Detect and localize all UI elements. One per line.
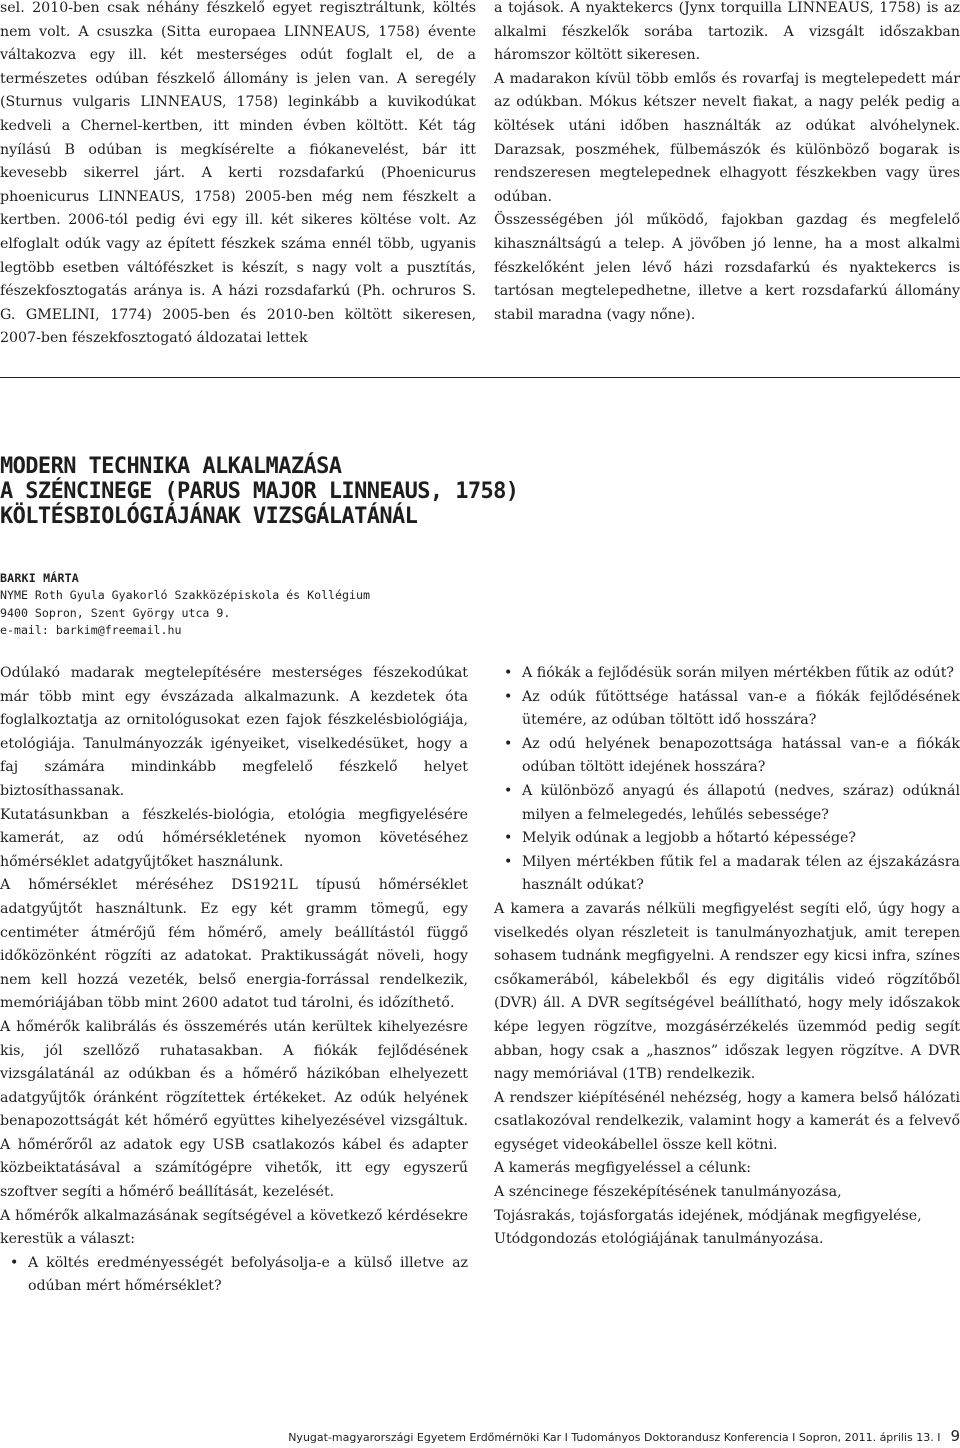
body-paragraph: Tojásrakás, tojásforgatás idejének, módjának megfigyelése,	[494, 1207, 922, 1224]
article-title	[0, 454, 700, 529]
body-paragraph: A kamera a zavarás nélküli megfigyelést segíti elő, úgy hogy a viselkedés olyan részleteit is tanulmányozhatjuk, amit terepen sohasem tudnánk megfigyelni. A rendszer egy kicsi infra, színes csőkamerából, kábelekből és egy digitális videó rögzítőből (DVR) áll. A DVR segítségével beállítható, hogy mely időszakok képe legyen rögzítve, mozgásérzékelés üzemmód pedig segít abban, hogy csak a „hasznos” időszak legyen rögzítve. A DVR nagy memóriával (1TB) rendelkezik.	[494, 900, 960, 1083]
section-divider	[0, 377, 960, 378]
body-paragraph: Összességében jól működő, fajokban gazdag és megfelelő kihasználtságú a telep. A jövőben jó lenne, ha a most alkalmi fészkelőként jelen lévő házi rozsdafarkú és nyaktekercs is tartósan megtelepedhetne, illetve a kert rozsdafarkú állomány stabil maradna (vagy nőne).	[494, 212, 960, 323]
list-item	[494, 780, 960, 827]
top-right-column	[494, 0, 960, 327]
list-item-text: A fiókák a fejlődésük során milyen mértékben fűtik az odút?	[522, 665, 955, 681]
list-item	[494, 686, 960, 733]
bullet-icon: •	[504, 830, 513, 847]
list-item-text: Az odú helyének benapozottsága hatással van-e a fiókák odúban töltött idejének hosszára?	[522, 735, 960, 776]
body-paragraph: Utódgondozás etológiájának tanulmányozása.	[494, 1231, 824, 1248]
author-block	[0, 570, 600, 640]
article-title-line: MODERN TECHNIKA ALKALMAZÁSA	[0, 454, 342, 479]
bullet-icon: •	[504, 782, 513, 799]
list-item-text: Az odúk fűtöttsége hatással van-e a fiókák fejlődésének ütemére, az odúban töltött idő hosszára?	[522, 688, 960, 729]
body-paragraph: Kutatásunkban a fészkelés-biológia, etológia megfigyelésére kamerát, az odú hőmérsékletének nyomon követéséhez hőmérséklet adatgyűjtőket használunk.	[0, 806, 468, 870]
body-paragraph: a tojások. A nyaktekercs (Jynx torquilla LINNEAUS, 1758) is az alkalmi fészkelők sorába tartozik. A vizsgált időszakban háromszor költött sikeresen.	[494, 0, 960, 64]
list-item	[494, 662, 960, 686]
bullet-icon: •	[504, 853, 513, 870]
list-item-text: A költés eredményességét befolyásolja-e a külső illetve az odúban mért hőmérséklet?	[28, 1254, 468, 1295]
bullet-icon: •	[10, 1254, 19, 1271]
body-paragraph: A hőmérők kalibrálás és összemérés után kerültek kihelyezésre kis, jól szellőző ruhatasakban. A fiókák fejlődésének vizsgálatánál az odúkban és a hőmérő házikóban elhelyezett adatgyűjtők óránként rögzítettek értékeket. Az odúk helyének benapozottságát két hőmérő együttes kihelyezésével vizsgáltuk. A hőmérőről az adatok egy USB csatlakozós kábel és adapter közbeiktatásával a számítógépre vihetők, itt egy egyszerű szoftver segíti a hőmérő beállítását, kezelését.	[0, 1018, 468, 1201]
bullet-icon: •	[504, 735, 513, 752]
author-email: e-mail: barkim@freemail.hu	[0, 623, 182, 638]
list-item	[494, 733, 960, 780]
body-paragraph: A kamerás megfigyeléssel a célunk:	[494, 1160, 752, 1177]
author-affiliation: NYME Roth Gyula Gyakorló Szakközépiskola és Kollégium	[0, 588, 370, 603]
body-paragraph: A hőmérséklet méréséhez DS1921L típusú hőmérséklet adatgyűjtőt használtunk. Ez egy két gramm tömegű, egy centiméter átmérőjű fém hőmérő, amely beállítástól függő időközönként rögzíti az adatokat. Praktikusságát növeli, hogy nem kell hozzá vezeték, belső energia-forrással rendelkezik, memóriájában több mint 2600 adatot tud tárolni, és időzíthető.	[0, 877, 468, 1012]
list-item	[494, 827, 960, 851]
page-number: 9	[950, 1427, 960, 1445]
article-title-line: A SZÉNCINEGE (PARUS MAJOR LINNEAUS, 1758)	[0, 479, 519, 504]
body-paragraph: A rendszer kiépítésénél nehézség, hogy a kamera belső hálózati csatlakozóval rendelkezik, valamint hogy a kamerát és a felvevő egységet videokábellel össze kell kötni.	[494, 1089, 960, 1153]
body-paragraph: sel. 2010-ben csak néhány fészkelő egyet regisztráltunk, költés nem volt. A csuszka (Sitta europaea LINNEAUS, 1758) évente váltakozva egy ill. két mesterséges odút foglalt el, de a természetes odúban fészkelő állomány is jelen van. A seregély (Sturnus vulgaris LINNEAUS, 1758) leginkább a kuvikodúkat kedveli a Chernel-kertben, itt minden évben költött. Két tág nyílású B odúban is megkísérelte a fiókanevelést, bár itt kevesebb sikerrel járt. A kerti rozsdafarkú (Phoenicurus phoenicurus LINNEAUS, 1758) 2005-ben még nem fészkelt a kertben. 2006-tól pedig évi egy ill. két sikeres költése volt. Az elfoglalt odúk vagy az épített fészkek száma ennél több, ugyanis legtöbb esetben váltófészket is készít, s nagy volt a pusztítás, fészekfosztogatás aránya is. A házi rozsdafarkú (Ph. ochruros S. G. GMELINI, 1774) 2005-ben és 2010-ben költött sikeresen, 2007-ben fészekfosztogató áldozatai lettek	[0, 0, 476, 347]
bottom-left-column	[0, 662, 468, 1299]
footer-text: Nyugat-magyarországi Egyetem Erdőmérnöki Kar I Tudományos Doktorandusz Konferencia I Sopron, 2011. április 13. I	[288, 1431, 941, 1444]
body-paragraph: A hőmérők alkalmazásának segítségével a következő kérdésekre kerestük a választ:	[0, 1207, 468, 1248]
article-title-line: KÖLTÉSBIOLÓGIÁJÁNAK VIZSGÁLATÁNÁL	[0, 504, 418, 529]
list-item	[494, 851, 960, 898]
bottom-right-column	[494, 662, 960, 1252]
list-item-text: Milyen mértékben fűtik fel a madarak télen az éjszakázásra használt odúkat?	[522, 853, 960, 894]
page-footer	[0, 1428, 960, 1446]
question-list	[0, 1252, 468, 1299]
body-paragraph: A madarakon kívül több emlős és rovarfaj is megtelepedett már az odúkban. Mókus kétszer nevelt fiakat, a nagy pelék pedig a költések utáni időben használták az odúkat alvóhelynek. Darazsak, poszméhek, fülbemászók és különböző bogarak is rendszeresen megtelepednek elhagyott fészkekben vagy üres odúban.	[494, 70, 960, 205]
body-paragraph: Odúlakó madarak megtelepítésére mesterséges fészekodúkat már több mint egy évszázada alkalmazunk. A kezdetek óta foglalkoztatja az ornitológusokat ezen fajok fészkelésbiológiája, etológiája. Tanulmányozzák igényeiket, viselkedésüket, hogy a faj számára mindinkább megfelelő fészkelő helyet biztosíthassanak.	[0, 665, 468, 799]
author-name: BARKI MÁRTA	[0, 571, 79, 585]
bullet-icon: •	[504, 688, 513, 705]
top-left-column	[0, 0, 476, 351]
list-item	[0, 1252, 468, 1299]
bullet-icon: •	[504, 665, 513, 681]
author-address: 9400 Sopron, Szent György utca 9.	[0, 605, 231, 620]
list-item-text: A különböző anyagú és állapotú (nedves, száraz) odúknál milyen a felmelegedés, lehűlés sebessége?	[522, 782, 960, 823]
body-paragraph: A széncinege fészeképítésének tanulmányozása,	[494, 1184, 842, 1201]
question-list	[494, 662, 960, 898]
list-item-text: Melyik odúnak a legjobb a hőtartó képessége?	[522, 830, 857, 847]
